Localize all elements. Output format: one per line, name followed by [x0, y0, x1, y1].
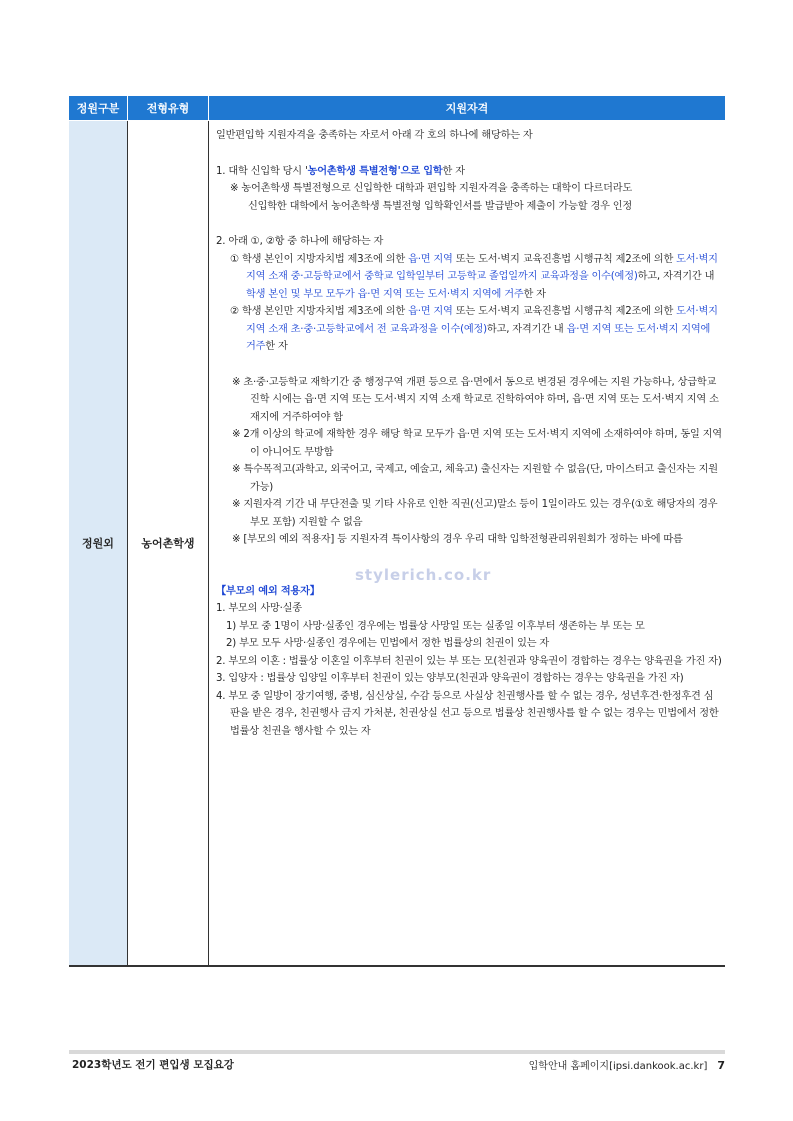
item-2-sub-2: ② 학생 본인만 지방자치법 제3조에 의한 읍·면 지역 또는 도서·벽지 교육진흥법 시행규칙 제2조에 의한 도서·벽지 지역 소재 초·중·고등학교에서 전 교육과정을 이수(예정)하고, 자격기간 내 읍·면 지역 또는 도서·벽지 지역에 거주한 자 — [230, 306, 718, 352]
type-label: 농어촌학생 — [141, 537, 195, 550]
type-cell — [128, 121, 208, 965]
category-label: 정원외 — [82, 537, 114, 550]
header-category: 정원구분 — [69, 96, 127, 120]
footer-homepage: 입학안내 홈페이지[ipsi.dankook.ac.kr] — [528, 1061, 708, 1072]
header-qualification: 지원자격 — [209, 96, 725, 120]
watermark: stylerich.co.kr — [355, 566, 492, 584]
parent-item-3: 3. 입양자 : 법률상 입양일 이후부터 친권이 있는 양부모(친권과 양육권이 경합하는 경우는 양육권을 가진 자) — [216, 673, 684, 684]
note-2: ※ 2개 이상의 학교에 재학한 경우 해당 학교 모두가 읍·면 지역 또는 도서·벽지 지역에 소재하여야 하며, 동일 지역이 아니어도 무방함 — [232, 429, 722, 458]
note-5: ※ [부모의 예외 적용자] 등 지원자격 특이사항의 경우 우리 대학 입학전형관리위원회가 정하는 바에 따름 — [232, 534, 683, 545]
intro-text: 일반편입학 지원자격을 충족하는 자로서 아래 각 호의 하나에 해당하는 자 — [216, 130, 533, 141]
qualification-content — [216, 127, 722, 740]
parent-exception-title: 【부모의 예외 적용자】 — [216, 585, 320, 597]
category-cell — [69, 121, 127, 965]
divider — [208, 121, 209, 965]
footer-right — [529, 1057, 725, 1072]
parent-item-1-1: 1) 부모 중 1명이 사망·실종인 경우에는 법률상 사망일 또는 실종일 이후부터 생존하는 부 또는 모 — [226, 620, 645, 632]
item-1: 1. 대학 신입학 당시 '농어촌학생 특별전형'으로 입학한 자 — [216, 165, 465, 177]
parent-item-4: 4. 부모 중 일방이 장기여행, 중병, 심신상실, 수감 등으로 사실상 친권행사를 할 수 없는 경우, 성년후견·한정후견 심판을 받은 경우, 친권행사 금지 가처분, 친권상실 선고 등으로 법률상 친권행사를 할 수 없는 경우는 민법에서 정한 법률상 친권을 행사할 수 있는 자 — [216, 690, 719, 737]
page-number: 7 — [717, 1059, 725, 1072]
footer-title: 2023학년도 전기 편입생 모집요강 — [72, 1059, 234, 1071]
item-1-note: ※ 농어촌학생 특별전형으로 신입학한 대학과 편입학 지원자격을 충족하는 대학이 다르더라도 신입학한 대학에서 농어촌학생 특별전형 입학확인서를 발급받아 제출이 가능할 경우 인정 — [230, 183, 633, 212]
item-1-highlight: 농어촌학생 특별전형'으로 입학 — [307, 165, 443, 177]
parent-item-1-2: 2) 부모 모두 사망·실종인 경우에는 민법에서 정한 법률상의 친권이 있는 자 — [226, 638, 550, 649]
note-1: ※ 초·중·고등학교 재학기간 중 행정구역 개편 등으로 읍·면에서 동으로 변경된 경우에는 지원 가능하나, 상급학교 진학 시에는 읍·면 지역 또는 도서·벽지 지역 소재 학교로 진학하여야 하며, 읍·면 지역 또는 도서·벽지 지역 소재지에 거주하여야 함 — [232, 376, 719, 423]
footer-bar — [69, 1050, 725, 1054]
note-4: ※ 지원자격 기간 내 무단전출 및 기타 사유로 인한 직권(신고)말소 등이 1일이라도 있는 경우(①호 해당자의 경우 부모 포함) 지원할 수 없음 — [232, 499, 718, 528]
item-2-title: 2. 아래 ①, ②항 중 하나에 해당하는 자 — [216, 236, 384, 247]
header-type: 전형유형 — [128, 96, 208, 120]
table-bottom-border — [69, 965, 725, 967]
item-2-sub-1: ① 학생 본인이 지방자치법 제3조에 의한 읍·면 지역 또는 도서·벽지 교육진흥법 시행규칙 제2조에 의한 도서·벽지 지역 소재 중·고등학교에서 중학교 입학일부터 고등학교 졸업일까지 교육과정을 이수(예정)하고, 자격기간 내 학생 본인 및 부모 모두가 읍·면 지역 또는 도서·벽지 지역에 거주한 자 — [230, 253, 718, 300]
note-3: ※ 특수목적고(과학고, 외국어고, 국제고, 예술고, 체육고) 출신자는 지원할 수 없음(단, 마이스터고 출신자는 지원 가능) — [232, 464, 718, 493]
parent-item-2: 2. 부모의 이혼 : 법률상 이혼일 이후부터 친권이 있는 부 또는 모(친권과 양육권이 경합하는 경우는 양육권을 가진 자) — [216, 655, 722, 667]
divider — [127, 121, 128, 965]
parent-item-1: 1. 부모의 사망·실종 — [216, 603, 302, 614]
